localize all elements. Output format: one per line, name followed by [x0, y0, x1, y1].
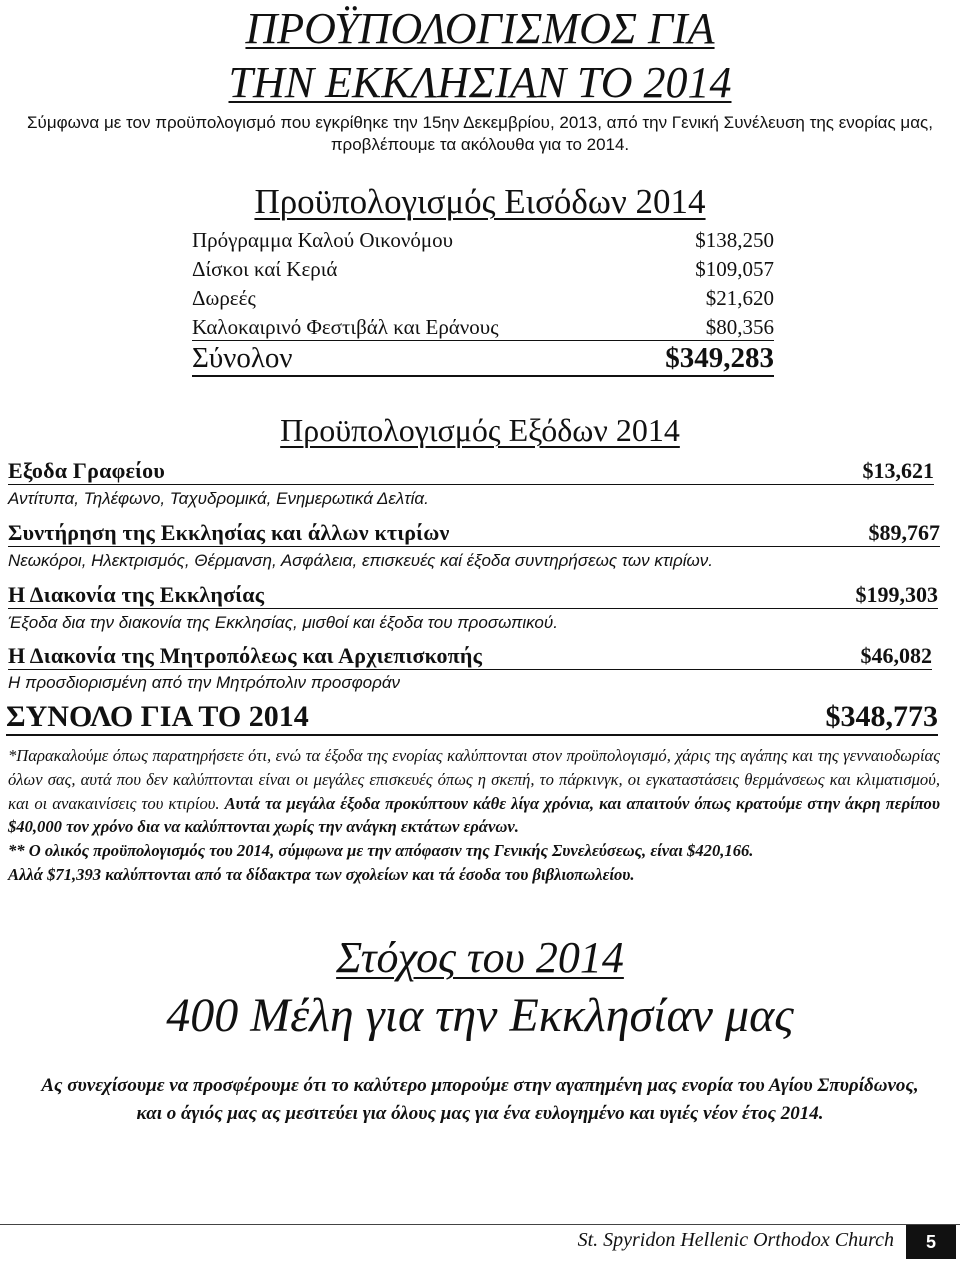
expense-budget-title: Προϋπολογισμός Εξόδων 2014 — [280, 412, 680, 448]
expense-row — [8, 458, 934, 485]
expense-description: Αντίτυπα, Τηλέφωνο, Ταχυδρομικά, Ενημερωτικά Δελτία. — [8, 489, 429, 508]
income-total-label: Σύνολον — [192, 342, 293, 374]
expense-label: Συντήρηση της Εκκλησίας και άλλων κτιρίων — [8, 520, 450, 545]
income-label: Δωρεές — [192, 286, 256, 310]
page-footer — [0, 1224, 960, 1259]
note-3: Αλλά $71,393 καλύπτονται από τα δίδακτρα των σχολείων και τά έσοδα του βιβλιοπωλείου. — [8, 864, 635, 884]
expense-amount: $46,082 — [860, 643, 932, 668]
expense-description: Έξοδα δια την διακονία της Εκκλησίας, μισθοί και έξοδα του προσωπικού. — [8, 613, 558, 632]
budget-notes — [8, 744, 940, 887]
income-label: Πρόγραμμα Καλού Οικονόμου — [192, 228, 453, 252]
income-row — [192, 315, 774, 341]
expense-label: Η Διακονία της Μητροπόλεως και Αρχιεπισκοπής — [8, 643, 483, 668]
note-1-lead: *Παρακαλούμε όπως παρατηρήσετε ότι, ενώ τα έξοδα της ενορίας καλύπτονται στον προϋπολογισμό, χάρις της αγάπης και της γενναιοδωρίας όλων σας, αυτά που δεν καλύπτονται είναι οι μεγάλες επισκευές όπως η σκεπή, το πάρκινγκ, οι εγκαταστάσεις θερμάνσεως και κλιματισμού, και οι ανακαινίσεις του κτιρίου. — [8, 746, 940, 813]
income-amount: $80,356 — [705, 315, 774, 339]
intro-paragraph: Σύμφωνα με τον προϋπολογισμό που εγκρίθηκε την 15ην Δεκεμβρίου, 2013, από την Γενική Συνέλευση της ενορίας μας, προβλέπουμε τα ακόλουθα για το 2014. — [27, 113, 933, 154]
footer-church-name: St. Spyridon Hellenic Orthodox Church — [577, 1229, 894, 1251]
expense-description: Η προσδιορισμένη από την Μητρόπολιν προσφοράν — [8, 673, 401, 692]
expense-amount: $89,767 — [868, 520, 940, 545]
expense-row — [8, 582, 938, 609]
goal-title: Στόχος του 2014 — [336, 933, 624, 982]
goal-subtitle: 400 Μέλη για την Εκκλησίαν μας — [166, 989, 794, 1042]
note-2: ** Ο ολικός προϋπολογισμός του 2014, σύμφωνα με την απόφασιν της Γενικής Συνελεύσεως, είναι $420,166. — [8, 841, 754, 861]
income-row — [192, 228, 774, 253]
expense-row — [8, 643, 932, 670]
income-amount: $109,057 — [695, 257, 774, 281]
income-amount: $138,250 — [695, 228, 774, 252]
page-title-line2: ΤΗΝ ΕΚΚΛΗΣΙΑΝ ΤΟ 2014 — [228, 58, 732, 107]
grand-total-amount: $348,773 — [825, 700, 938, 733]
income-total-amount: $349,283 — [665, 342, 774, 374]
expense-amount: $199,303 — [855, 582, 938, 607]
expense-row — [8, 520, 940, 547]
page-title-line1: ΠΡΟΫΠΟΛΟΓΙΣΜΟΣ ΓΙΑ — [245, 4, 715, 53]
page-number: 5 — [906, 1225, 956, 1259]
closing-message: Ας συνεχίσουμε να προσφέρουμε ότι το καλύτερο μπορούμε στην αγαπημένη μας ενορία του Αγίου Σπυρίδωνος, και ο άγιός μας ας μεσιτεύει για όλους μας για ένα ευλογημένο και υγιές νέον έτος 2014. — [41, 1075, 919, 1124]
note-paragraph — [8, 744, 940, 839]
expense-label: Η Διακονία της Εκκλησίας — [8, 582, 265, 607]
expense-label: Εξοδα Γραφείου — [8, 458, 165, 483]
income-label: Δίσκοι καί Κεριά — [192, 257, 338, 281]
income-row — [192, 257, 774, 282]
note-1-rest: Αυτά τα μεγάλα έξοδα προκύπτουν κάθε λίγα χρόνια, και απαιτούν όπως κρατούμε στην άκρη περίπου $40,000 τον χρόνο δια να καλύπτονται χωρίς την ανάγκη εκτάτων εράνων. — [8, 793, 940, 837]
expense-amount: $13,621 — [862, 458, 934, 483]
income-amount: $21,620 — [705, 286, 774, 310]
expense-description: Νεωκόροι, Ηλεκτρισμός, Θέρμανση, Ασφάλεια, επισκευές καί έξοδα συντηρήσεως των κτιρίων. — [8, 551, 714, 570]
income-total-row — [192, 342, 774, 377]
income-budget-title: Προϋπολογισμός Εισόδων 2014 — [254, 182, 706, 221]
income-label: Καλοκαιρινό Φεστιβάλ και Εράνους — [192, 315, 499, 339]
grand-total-label: ΣΥΝΟΛΟ ΓΙΑ ΤΟ 2014 — [6, 700, 309, 733]
grand-total-row — [6, 700, 938, 736]
income-row — [192, 286, 774, 311]
